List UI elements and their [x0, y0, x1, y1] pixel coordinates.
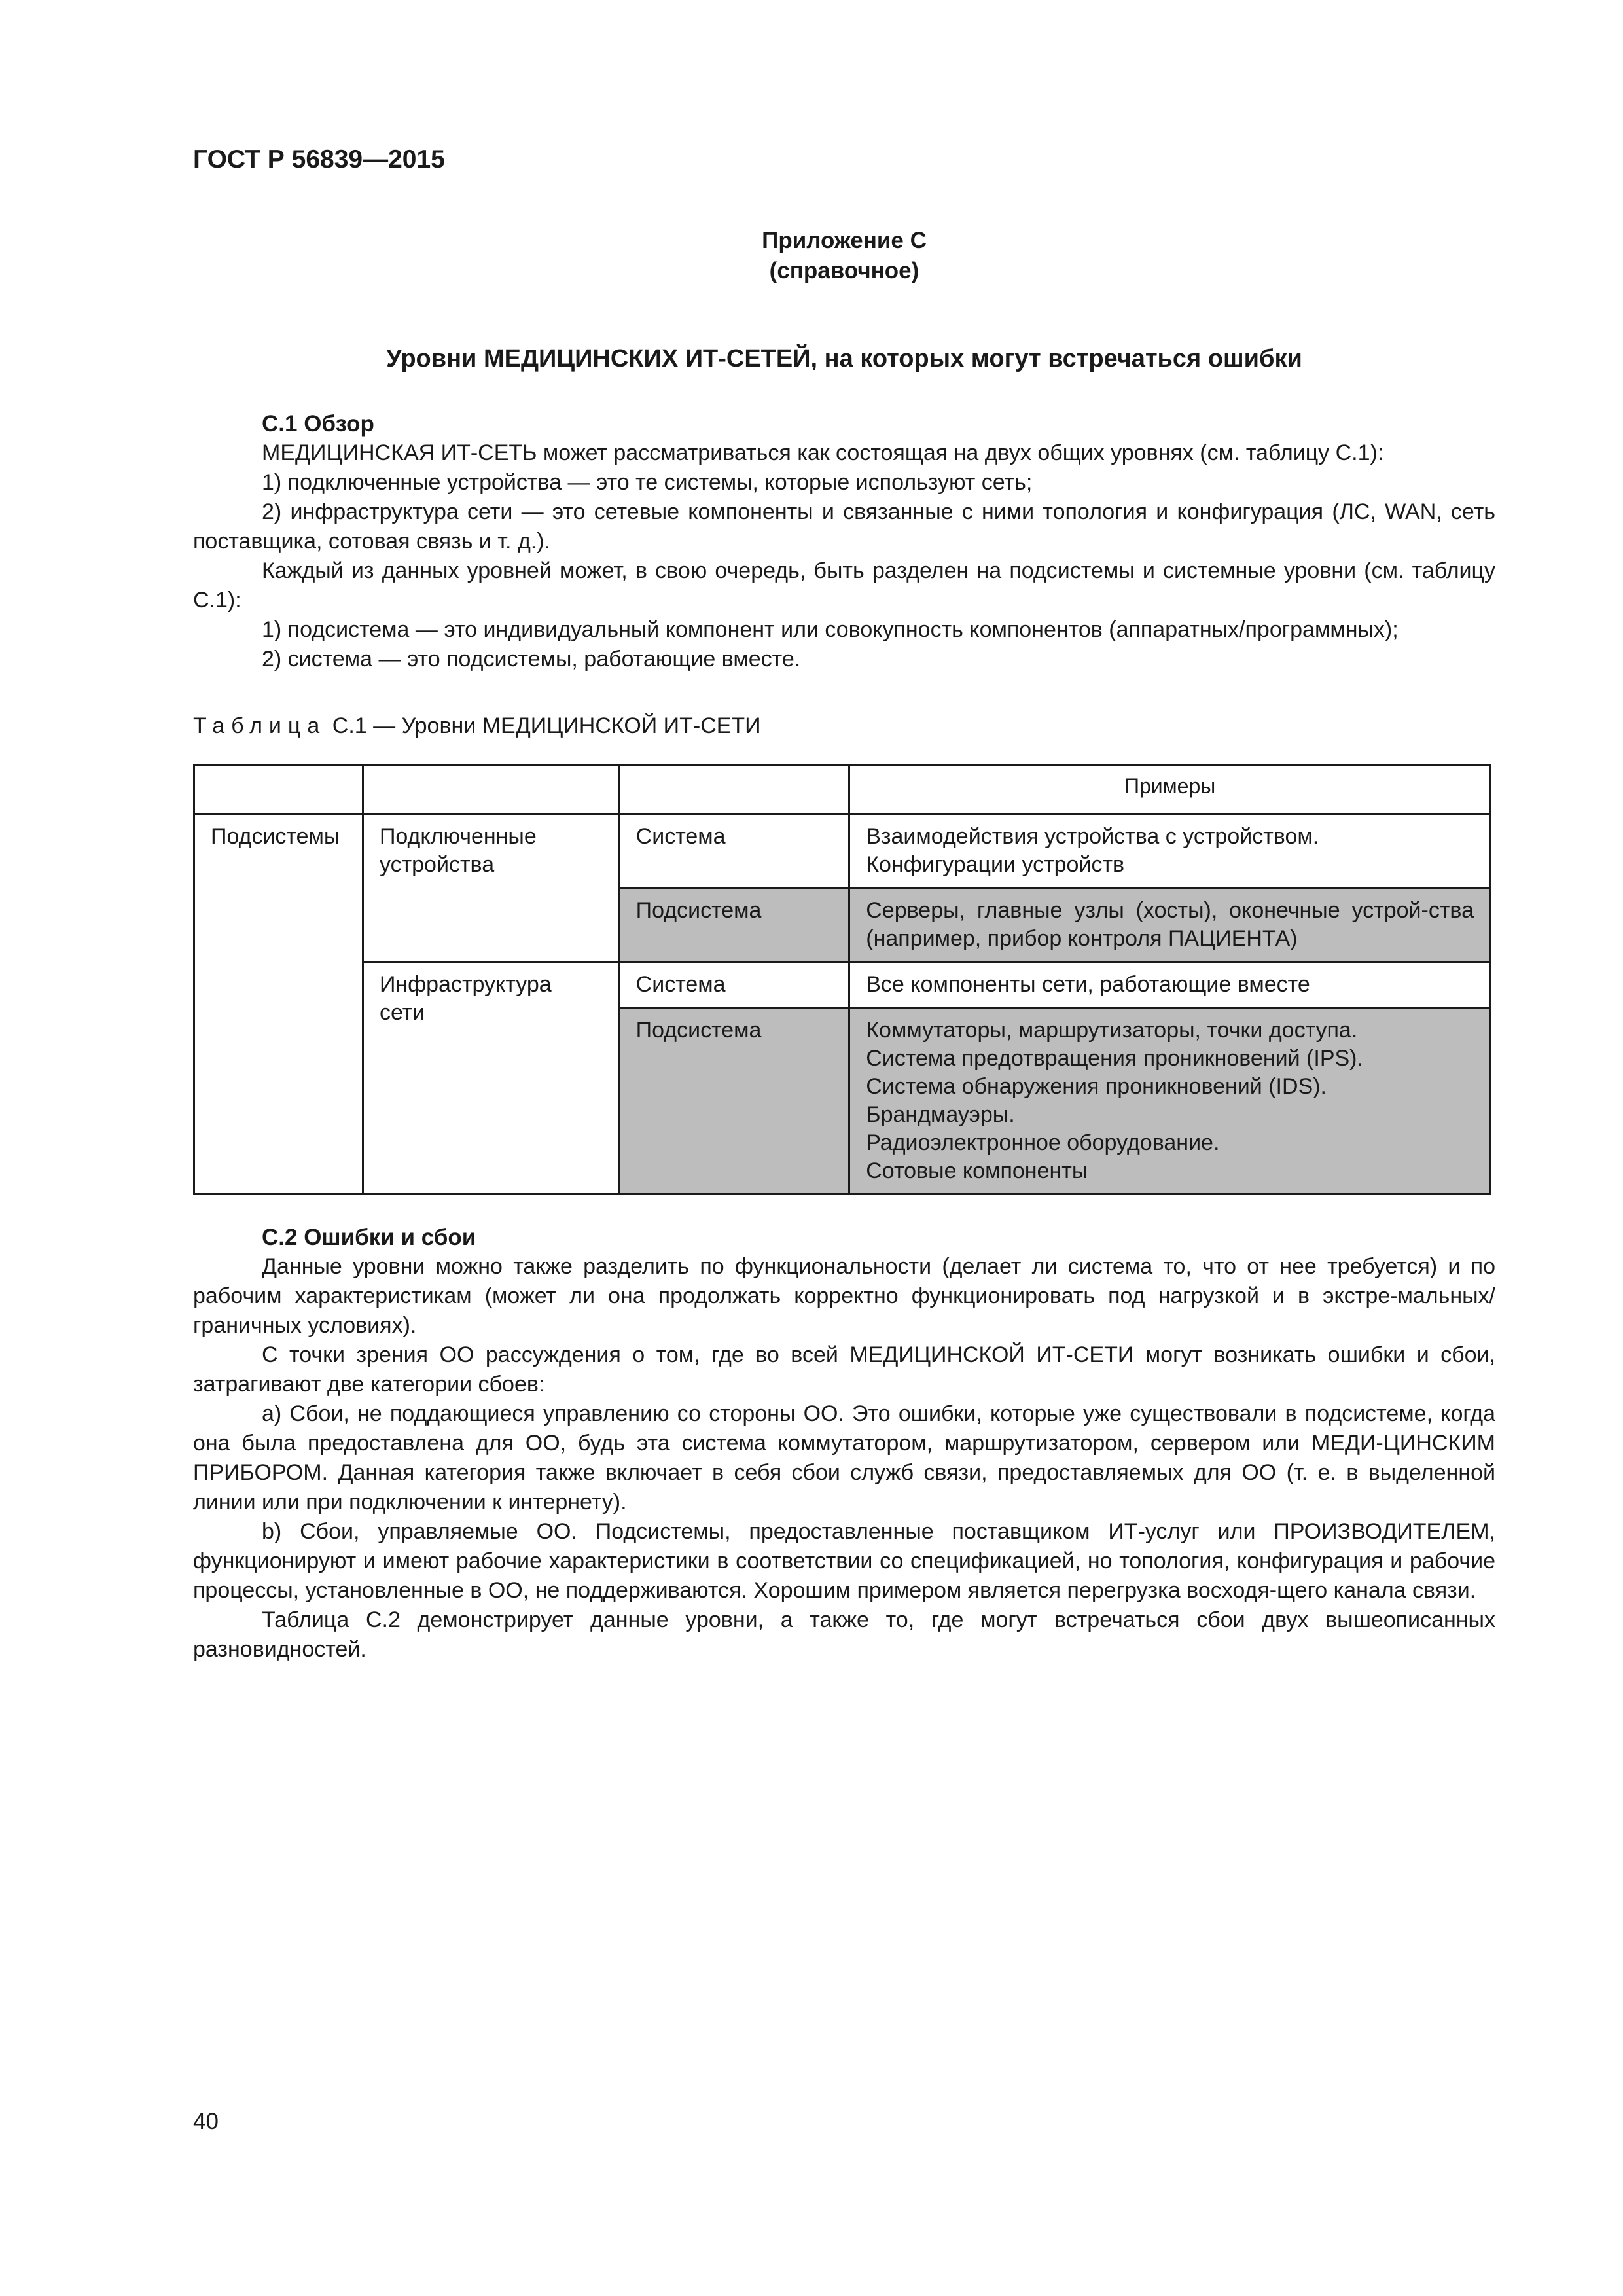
examples-line: Система предотвращения проникновений (IPS). — [866, 1046, 1363, 1071]
document-title: Уровни МЕДИЦИНСКИХ ИТ-СЕТЕЙ, на которых могут встречаться ошибки — [386, 345, 1302, 372]
table-header-cell — [619, 765, 849, 814]
examples-cell: Все компоненты сети, работающие вместе — [849, 962, 1491, 1008]
table-caption-label: Таблица — [193, 713, 327, 738]
table-header-cell — [194, 765, 363, 814]
examples-line: Сотовые компоненты — [866, 1158, 1088, 1183]
group-cell: Инфраструктура сети — [363, 962, 619, 1194]
paragraph: МЕДИЦИНСКАЯ ИТ-СЕТЬ может рассматриваться как состоящая на двух общих уровнях (см. таблицу С.1): — [262, 440, 1384, 465]
paragraph: Таблица С.2 демонстрирует данные уровни, а также то, где могут встречаться сбои двух вышеописанных разновидностей. — [193, 1607, 1495, 1662]
standard-header: ГОСТ Р 56839—2015 — [193, 145, 445, 173]
levels-table — [193, 764, 1491, 1195]
examples-cell: Серверы, главные узлы (хосты), оконечные устрой-ства (например, прибор контроля ПАЦИЕНТА) — [849, 888, 1491, 962]
paragraph: b) Сбои, управляемые ОО. Подсистемы, предоставленные поставщиком ИТ-услуг или ПРОИЗВОДИТЕЛЕМ, функционируют и имеют рабочие характеристики в соответствии со спецификацией, но топология, конфигурация и рабочие процессы, установленные в ОО, не поддерживаются. Хорошим примером является перегрузка восходя-щего канала связи. — [193, 1519, 1495, 1603]
subsystems-cell: Подсистемы — [194, 814, 363, 1194]
paragraph: 1) подключенные устройства — это те системы, которые используют сеть; — [262, 470, 1033, 495]
paragraph: Данные уровни можно также разделить по функциональности (делает ли система то, что от нее требуется) и по рабочим характеристикам (может ли она продолжать корректно функционировать под нагрузкой и в экстре-мальных/граничных условиях). — [193, 1254, 1495, 1338]
level-cell: Система — [619, 962, 849, 1008]
table-header-row — [194, 765, 1491, 814]
table-row — [194, 962, 1491, 1008]
examples-line: Брандмауэры. — [866, 1102, 1015, 1127]
examples-cell: Взаимодействия устройства с устройством. Конфигурации устройств — [849, 814, 1491, 888]
section-heading: С.1 Обзор — [262, 411, 374, 437]
examples-line: Коммутаторы, маршрутизаторы, точки доступа. — [866, 1018, 1358, 1043]
table-header-cell — [363, 765, 619, 814]
paragraph: 2) система — это подсистемы, работающие вместе. — [262, 647, 801, 672]
section-overview — [193, 409, 1495, 674]
annex-heading — [0, 226, 1623, 286]
level-cell: Подсистема — [619, 888, 849, 962]
paragraph: а) Сбои, не поддающиеся управлению со стороны ОО. Это ошибки, которые уже существовали в подсистеме, когда она была предоставлена для ОО, будь эта система коммутатором, маршрутизатором, сервером или МЕДИ-ЦИНСКИМ ПРИБОРОМ. Данная категория также включает в себя сбои служб связи, предоставляемых для ОО (т. е. в выделенной линии или при подключении к интернету). — [193, 1401, 1495, 1515]
paragraph: Каждый из данных уровней может, в свою очередь, быть разделен на подсистемы и системные уровни (см. таблицу С.1): — [193, 558, 1495, 613]
annex-title: Приложение С — [762, 228, 927, 253]
section-errors — [193, 1223, 1495, 1664]
examples-line: Система обнаружения проникновений (IDS). — [866, 1074, 1327, 1099]
group-cell: Подключенные устройства — [363, 814, 619, 962]
level-cell: Подсистема — [619, 1008, 849, 1194]
level-cell: Система — [619, 814, 849, 888]
paragraph: 1) подсистема — это индивидуальный компонент или совокупность компонентов (аппаратных/программных); — [262, 617, 1399, 642]
table-caption-text: С.1 — Уровни МЕДИЦИНСКОЙ ИТ-СЕТИ — [332, 713, 761, 738]
examples-cell — [849, 1008, 1491, 1194]
paragraph: С точки зрения ОО рассуждения о том, где во всей МЕДИЦИНСКОЙ ИТ-СЕТИ могут возникать ошибки и сбои, затрагивают две категории сбоев: — [193, 1342, 1495, 1397]
section-heading: С.2 Ошибки и сбои — [262, 1225, 476, 1250]
table-caption — [193, 713, 761, 739]
table-row — [194, 814, 1491, 888]
examples-line: Радиоэлектронное оборудование. — [866, 1130, 1220, 1155]
annex-status: (справочное) — [769, 258, 919, 283]
paragraph: 2) инфраструктура сети — это сетевые компоненты и связанные с ними топология и конфигурация (ЛС, WAN, сеть поставщика, сотовая связь и т. д.). — [193, 499, 1495, 554]
page-number: 40 — [193, 2109, 219, 2134]
table-header-examples: Примеры — [849, 765, 1491, 814]
